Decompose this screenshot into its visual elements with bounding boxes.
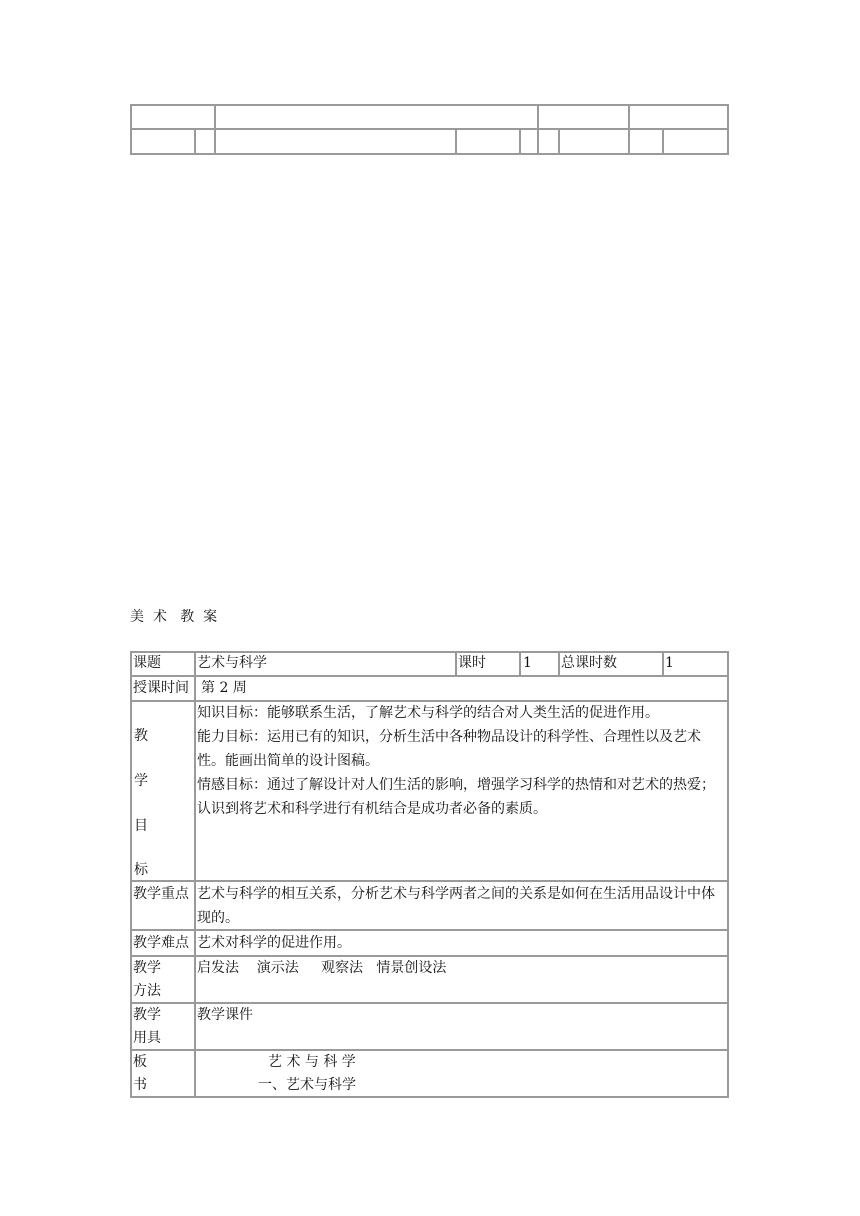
teaching-time-label: 授课时间 bbox=[133, 680, 189, 696]
table-border bbox=[662, 128, 664, 155]
document-heading: 美 术 教 案 bbox=[130, 609, 218, 625]
difficulty-value: 艺术对科学的促进作用。 bbox=[197, 935, 351, 951]
table-border bbox=[214, 104, 216, 155]
teaching-time-value: 第 2 周 bbox=[201, 680, 247, 696]
difficulty-label: 教学难点 bbox=[133, 935, 189, 951]
table-border bbox=[130, 153, 729, 155]
total-hours-label: 总课时数 bbox=[561, 655, 617, 671]
table-border bbox=[455, 128, 457, 155]
methods-value: 启发法 演示法 观察法 情景创设法 bbox=[197, 960, 447, 976]
objectives-label-char: 学 bbox=[134, 773, 148, 789]
table-border bbox=[130, 128, 729, 130]
table-border bbox=[130, 651, 132, 1098]
ability-objective: 能力目标：运用已有的知识，分析生活中各种物品设计的科学性、合理性以及艺术性。能画出简单的设计图稿。 bbox=[197, 729, 701, 769]
topic-value: 艺术与科学 bbox=[197, 655, 267, 671]
methods-label: 方法 bbox=[133, 983, 161, 999]
table-border bbox=[130, 1049, 729, 1051]
emotion-objective: 情感目标：通过了解设计对人们生活的影响，增强学习科学的热情和对艺术的热爱；认识到将艺术和科学进行有机结合是成功者必备的素质。 bbox=[197, 777, 715, 817]
board-title: 艺 术 与 科 学 bbox=[268, 1054, 356, 1070]
tools-label: 教学 bbox=[133, 1007, 161, 1023]
total-hours-value: 1 bbox=[665, 655, 674, 671]
table-border bbox=[130, 104, 132, 155]
tools-label: 用具 bbox=[133, 1030, 161, 1046]
table-border bbox=[558, 651, 560, 677]
table-border bbox=[194, 651, 196, 1098]
table-border bbox=[537, 104, 539, 155]
methods-label: 教学 bbox=[133, 960, 161, 976]
table-border bbox=[519, 651, 521, 677]
tools-value: 教学课件 bbox=[197, 1007, 253, 1023]
table-border bbox=[519, 128, 521, 155]
table-border bbox=[662, 651, 664, 677]
objectives-label-char: 教 bbox=[134, 728, 148, 744]
objectives-label-char: 标 bbox=[134, 862, 148, 878]
board-label: 板 bbox=[133, 1054, 147, 1070]
table-border bbox=[130, 104, 729, 106]
table-border bbox=[727, 104, 729, 155]
board-label: 书 bbox=[133, 1077, 147, 1093]
board-line: 一、艺术与科学 bbox=[258, 1077, 356, 1093]
objectives-content bbox=[197, 701, 728, 821]
focus-label: 教学重点 bbox=[133, 886, 189, 902]
table-border bbox=[628, 104, 630, 155]
topic-label: 课题 bbox=[133, 655, 161, 671]
objectives-label-char: 目 bbox=[134, 818, 148, 834]
class-hours-label: 课时 bbox=[458, 655, 486, 671]
table-border bbox=[558, 128, 560, 155]
table-border bbox=[455, 651, 457, 677]
table-border bbox=[130, 1096, 729, 1098]
knowledge-objective: 知识目标：能够联系生活，了解艺术与科学的结合对人类生活的促进作用。 bbox=[197, 705, 659, 721]
table-border bbox=[194, 128, 196, 155]
class-hours-value: 1 bbox=[523, 655, 532, 671]
focus-value: 艺术与科学的相互关系，分析艺术与科学两者之间的关系是如何在生活用品设计中体现的。 bbox=[197, 886, 715, 926]
